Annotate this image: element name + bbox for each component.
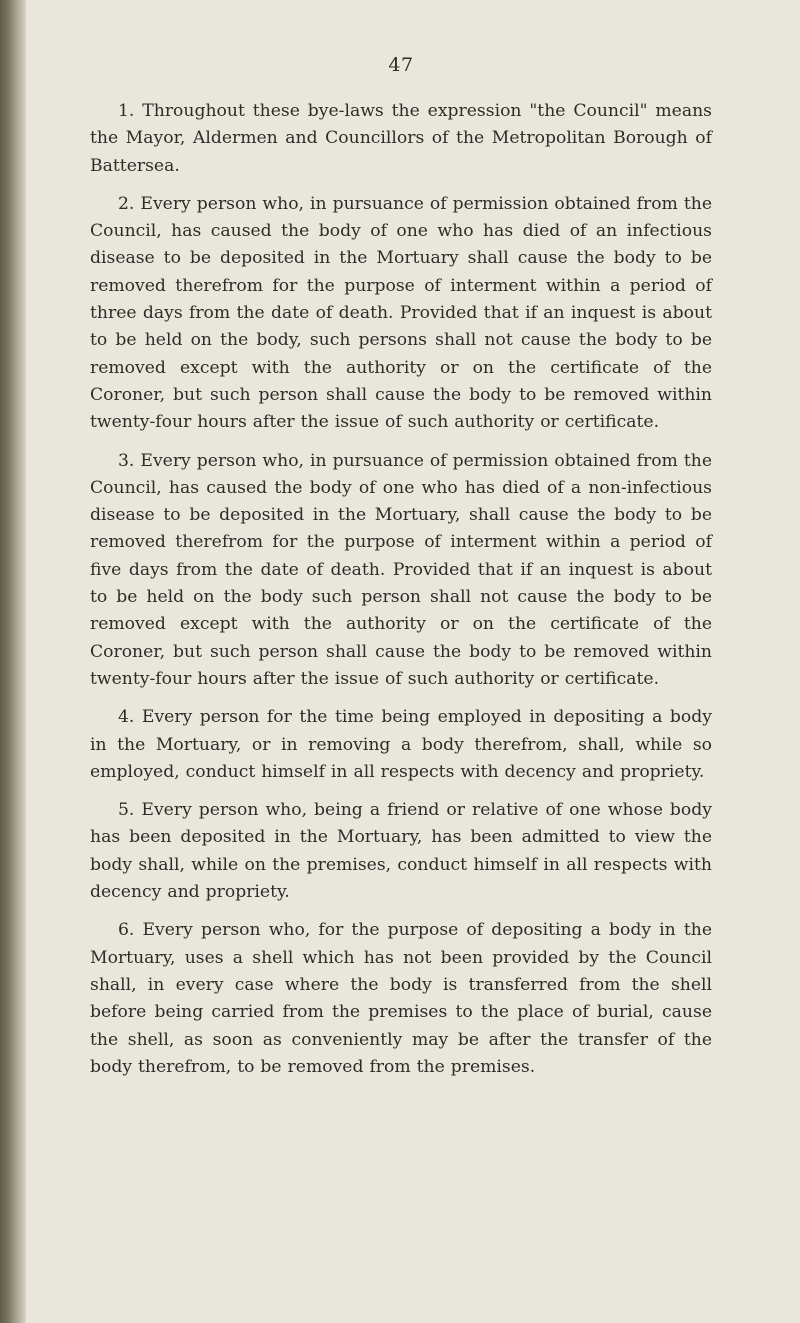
bye-law-paragraph-1: 1. Throughout these bye-laws the expression "the Council" means the Mayor, Aldermen and Councillors of the Metropolitan Borough of Battersea.: [90, 101, 712, 176]
bye-law-paragraph-6: 6. Every person who, for the purpose of depositing a body in the Mortuary, uses a shell which has not been provided by the Council shall, in every case where the body is transferred from the shell before being carried from the premises to the place of burial, cause the shell, as soon as conveniently may be after the transfer of the body therefrom, to be removed from the premises.: [90, 920, 712, 1077]
page-binding-edge: [0, 0, 26, 1323]
bye-law-paragraph-3: 3. Every person who, in pursuance of permission obtained from the Council, has caused the body of one who has died of a non-infectious disease to be deposited in the Mortuary, shall cause the body to be removed therefrom for the purpose of interment within a period of five days from the date of death. Provided that if an inquest is about to be held on the body such person shall not cause the body to be removed except with the authority or on the certificate of the Coroner, but such person shall cause the body to be removed within twenty-four hours after the issue of such authority or certificate.: [90, 450, 712, 689]
page-number: 47: [388, 54, 414, 76]
document-page: [90, 54, 712, 1092]
bye-law-paragraph-4: 4. Every person for the time being employed in depositing a body in the Mortuary, or in removing a body therefrom, shall, while so employed, conduct himself in all respects with decency and propriety.: [90, 707, 712, 782]
bye-law-paragraph-5: 5. Every person who, being a friend or relative of one whose body has been deposited in the Mortuary, has been admitted to view the body shall, while on the premises, conduct himself in all respects with decency and propriety.: [90, 800, 712, 903]
bye-law-paragraph-2: 2. Every person who, in pursuance of permission obtained from the Council, has caused the body of one who has died of an infectious disease to be deposited in the Mortuary shall cause the body to be removed therefrom for the purpose of interment within a period of three days from the date of death. Provided that if an inquest is about to be held on the body, such persons shall not cause the body to be removed except with the authority or on the certificate of the Coroner, but such person shall cause the body to be removed within twenty-four hours after the issue of such authority or certificate.: [90, 193, 712, 433]
